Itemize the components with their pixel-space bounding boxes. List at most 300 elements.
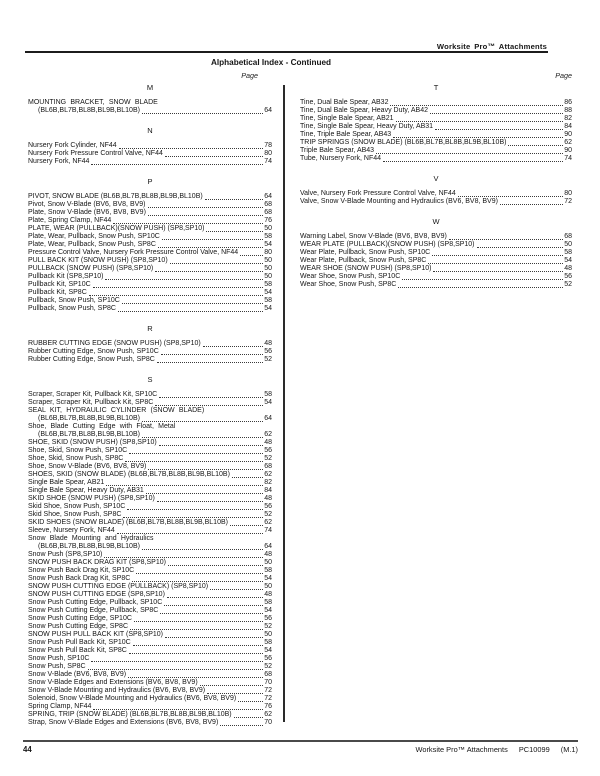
entry-text: (BL6B,BL7B,BL8B,BL9B,BL10B) <box>38 431 140 438</box>
entry-text: Wear Plate, Pullback, Snow Push, SP10C <box>300 249 431 256</box>
entry-page-number: 54 <box>264 647 272 654</box>
index-entry <box>28 447 272 455</box>
entry-text: Sleeve, Nursery Fork, NF44 <box>28 527 115 534</box>
entry-text: Tine, Triple Bale Spear, AB43 <box>300 131 392 138</box>
entry-text: Shoe, Blade Cutting Edge with Float, Metal <box>28 423 176 430</box>
index-entry <box>28 679 272 687</box>
dot-leader <box>89 295 263 296</box>
index-entry <box>28 559 272 567</box>
dot-leader <box>142 549 263 550</box>
index-entry <box>300 123 572 131</box>
dot-leader <box>232 477 263 478</box>
index-entry <box>300 155 572 163</box>
entry-page-number: 54 <box>264 607 272 614</box>
entry-text: Pressure Control Valve, Nursery Fork Pressure Control Valve, NF44 <box>28 249 239 256</box>
entry-page-number: 80 <box>564 190 572 197</box>
index-entry <box>28 201 272 209</box>
entry-text: PULL BACK KIT (SNOW PUSH) (SP8,SP10) <box>28 257 168 264</box>
index-entry <box>28 340 272 348</box>
entry-text: Wear Shoe, Snow Push, SP10C <box>300 273 401 280</box>
dot-leader <box>398 287 563 288</box>
column-divider <box>283 85 285 722</box>
entry-text: Solenoid, Snow V-Blade Mounting and Hydraulics (BV6, BV8, BV9) <box>28 695 237 702</box>
index-entry <box>28 655 272 663</box>
entry-page-number: 62 <box>264 519 272 526</box>
entry-text: Snow Push Back Drag Kit, SP8C <box>28 575 131 582</box>
entry-text: Plate, Wear, Pullback, Snow Push, SP10C <box>28 233 160 240</box>
entry-text: Snow Push Cutting Edge, Pullback, SP8C <box>28 607 159 614</box>
index-entry <box>28 407 272 415</box>
dot-leader <box>383 161 563 162</box>
entry-page-number: 74 <box>264 158 272 165</box>
dot-leader <box>390 105 563 106</box>
entry-page-number: 54 <box>264 241 272 248</box>
entry-text: Pullback Kit, SP8C <box>28 289 87 296</box>
dot-leader <box>148 207 264 208</box>
entry-page-number: 62 <box>264 711 272 718</box>
entry-page-number: 50 <box>264 631 272 638</box>
dot-leader <box>104 557 263 558</box>
dot-leader <box>157 501 263 502</box>
entry-page-number: 52 <box>264 356 272 363</box>
entry-text: Pullback, Snow Push, SP10C <box>28 297 120 304</box>
entry-page-number: 52 <box>564 281 572 288</box>
index-entry <box>28 695 272 703</box>
entry-text: Shoe, Skid, Snow Push, SP8C <box>28 455 124 462</box>
index-entry <box>28 225 272 233</box>
dot-leader <box>238 701 263 702</box>
section-letter: R <box>147 324 153 333</box>
footer <box>23 745 578 754</box>
dot-leader <box>130 629 263 630</box>
dot-leader <box>132 581 263 582</box>
entry-page-number: 74 <box>264 527 272 534</box>
index-entry <box>28 281 272 289</box>
dot-leader <box>220 725 263 726</box>
index-entry <box>28 142 272 150</box>
entry-text: Snow Push Back Drag Kit, SP10C <box>28 567 135 574</box>
entry-page-number: 54 <box>564 257 572 264</box>
index-entry <box>300 139 572 147</box>
entry-page-number: 90 <box>564 147 572 154</box>
dot-leader <box>167 597 263 598</box>
entry-page-number: 68 <box>264 201 272 208</box>
section-letter: M <box>146 83 154 92</box>
index-entry <box>28 599 272 607</box>
index-entry <box>28 535 272 543</box>
dot-leader <box>433 271 563 272</box>
index-entry <box>28 543 272 551</box>
entry-page-number: 72 <box>264 687 272 694</box>
dot-leader <box>430 113 563 114</box>
entry-page-number: 70 <box>264 679 272 686</box>
dot-leader <box>148 469 263 470</box>
dot-leader <box>161 354 263 355</box>
dot-leader <box>168 565 263 566</box>
entry-text: PULLBACK (SNOW PUSH) (SP8,SP10) <box>28 265 154 272</box>
dot-leader <box>136 573 263 574</box>
index-entry <box>28 415 272 423</box>
entry-text: MOUNTING BRACKET, SNOW BLADE <box>28 99 158 106</box>
footer-doc-info <box>407 745 578 754</box>
entry-text: SNOW PUSH CUTTING EDGE (PULLBACK) (SP8,SP10) <box>28 583 209 590</box>
entry-text: Valve, Snow V-Blade Mounting and Hydraulics (BV6, BV8, BV9) <box>300 198 498 205</box>
dot-leader <box>106 485 263 486</box>
entry-text: Pullback Kit, SP10C <box>28 281 91 288</box>
entry-page-number: 48 <box>264 495 272 502</box>
dot-leader <box>119 148 264 149</box>
index-entry <box>28 551 272 559</box>
entry-page-number: 82 <box>564 115 572 122</box>
dot-leader <box>155 271 263 272</box>
index-entry <box>28 479 272 487</box>
index-entry <box>300 198 572 206</box>
entry-text: Skid Shoe, Snow Push, SP8C <box>28 511 122 518</box>
index-entry <box>28 193 272 201</box>
index-entry <box>28 273 272 281</box>
index-entry <box>28 519 272 527</box>
dot-leader <box>146 493 263 494</box>
index-entry <box>300 281 572 289</box>
index-entry <box>28 583 272 591</box>
dot-leader <box>155 405 263 406</box>
dot-leader <box>133 645 263 646</box>
entry-text: Pullback Kit (SP8,SP10) <box>28 273 104 280</box>
entry-text: Tine, Single Bale Spear, AB21 <box>300 115 394 122</box>
section-letter: V <box>433 174 439 183</box>
entry-text: Wear Shoe, Snow Push, SP8C <box>300 281 397 288</box>
entry-text: (BL6B,BL7B,BL8B,BL9B,BL10B) <box>38 107 140 114</box>
index-entry <box>28 719 272 727</box>
entry-text: Snow Push Pull Back Kit, SP10C <box>28 639 131 646</box>
index-entry <box>28 703 272 711</box>
dot-leader <box>157 362 263 363</box>
entry-text: Nursery Fork, NF44 <box>28 158 90 165</box>
entry-text: RUBBER CUTTING EDGE (SNOW PUSH) (SP8,SP10) <box>28 340 201 347</box>
index-entry <box>300 265 572 273</box>
entry-page-number: 62 <box>264 471 272 478</box>
dot-leader <box>159 445 263 446</box>
index-entry <box>28 217 272 225</box>
dot-leader <box>207 693 263 694</box>
entry-page-number: 50 <box>264 559 272 566</box>
section-letter: N <box>147 126 153 135</box>
entry-text: Snow V-Blade Edges and Extensions (BV6, BV8, BV9) <box>28 679 198 686</box>
dot-leader <box>393 137 563 138</box>
index-entry <box>300 147 572 155</box>
dot-leader <box>118 311 263 312</box>
dot-leader <box>142 113 263 114</box>
entry-text: SNOW PUSH PULL BACK KIT (SP8,SP10) <box>28 631 163 638</box>
entry-page-number: 48 <box>264 591 272 598</box>
entry-page-number: 58 <box>264 567 272 574</box>
index-entry <box>28 463 272 471</box>
entry-page-number: 56 <box>264 615 272 622</box>
index-entry <box>28 297 272 305</box>
section-letter: T <box>433 83 439 92</box>
entry-text: Tube, Nursery Fork, NF44 <box>300 155 382 162</box>
dot-leader <box>129 653 263 654</box>
dot-leader <box>129 453 263 454</box>
dot-leader <box>125 461 263 462</box>
index-entry <box>28 647 272 655</box>
dot-leader <box>205 199 264 200</box>
entry-text: Triple Bale Spear, AB43 <box>300 147 375 154</box>
entry-page-number: 80 <box>264 150 272 157</box>
dot-leader <box>396 121 564 122</box>
footer-revision: (M.1) <box>560 745 578 754</box>
index-entry <box>28 615 272 623</box>
index-column-left <box>28 84 272 727</box>
dot-leader <box>113 223 263 224</box>
entry-text: Snow Push, SP8C <box>28 663 86 670</box>
index-entry <box>28 233 272 241</box>
dot-leader <box>142 421 263 422</box>
index-entry <box>28 257 272 265</box>
dot-leader <box>93 287 264 288</box>
entry-text: Nursery Fork Cylinder, NF44 <box>28 142 117 149</box>
dot-leader <box>428 263 563 264</box>
entry-text: PIVOT, SNOW BLADE (BL6B,BL7B,BL8B,BL9B,BL10B) <box>28 193 203 200</box>
index-entry <box>28 99 272 107</box>
entry-page-number: 64 <box>264 415 272 422</box>
dot-leader <box>117 533 263 534</box>
dot-leader <box>200 685 264 686</box>
dot-leader <box>376 153 563 154</box>
entry-page-number: 64 <box>264 107 272 114</box>
entry-page-number: 88 <box>564 107 572 114</box>
index-entry <box>28 399 272 407</box>
index-column-right <box>300 84 572 289</box>
entry-text: SEAL KIT, HYDRAULIC CYLINDER (SNOW BLADE) <box>28 407 205 414</box>
entry-page-number: 52 <box>264 511 272 518</box>
entry-text: Rubber Cutting Edge, Snow Push, SP8C <box>28 356 155 363</box>
entry-text: PLATE, WEAR (PULLBACK)(SNOW PUSH) (SP8,SP10) <box>28 225 205 232</box>
dot-leader <box>91 164 263 165</box>
entry-page-number: 58 <box>264 281 272 288</box>
entry-text: Pullback, Snow Push, SP8C <box>28 305 116 312</box>
header-brand: Worksite Pro™ Attachments <box>436 42 547 51</box>
entry-page-number: 56 <box>264 447 272 454</box>
entry-page-number: 64 <box>264 543 272 550</box>
entry-page-number: 52 <box>264 455 272 462</box>
index-entry <box>28 607 272 615</box>
index-entry <box>28 639 272 647</box>
footer-rule <box>23 740 578 742</box>
entry-page-number: 62 <box>564 139 572 146</box>
entry-text: Single Bale Spear, Heavy Duty, AB31 <box>28 487 144 494</box>
entry-page-number: 58 <box>564 249 572 256</box>
entry-page-number: 50 <box>264 273 272 280</box>
index-entry <box>28 265 272 273</box>
dot-leader <box>206 231 263 232</box>
entry-text: Tine, Dual Bale Spear, Heavy Duty, AB42 <box>300 107 429 114</box>
index-entry <box>28 527 272 535</box>
entry-page-number: 90 <box>564 131 572 138</box>
entry-text: SHOE, SKID (SNOW PUSH) (SP8,SP10) <box>28 439 157 446</box>
entry-page-number: 78 <box>264 142 272 149</box>
entry-text: (BL6B,BL7B,BL8B,BL9B,BL10B) <box>38 415 140 422</box>
dot-leader <box>148 215 263 216</box>
entry-page-number: 54 <box>264 399 272 406</box>
entry-text: Skid Shoe, Snow Push, SP10C <box>28 503 126 510</box>
entry-page-number: 58 <box>264 297 272 304</box>
dot-leader <box>210 589 263 590</box>
index-entry <box>28 439 272 447</box>
dot-leader <box>162 239 263 240</box>
entry-page-number: 50 <box>264 583 272 590</box>
entry-text: Shoe, Skid, Snow Push, SP10C <box>28 447 128 454</box>
index-entry <box>28 503 272 511</box>
dot-leader <box>432 255 563 256</box>
entry-text: Plate, Spring Clamp, NF44 <box>28 217 112 224</box>
dot-leader <box>477 247 564 248</box>
index-entry <box>28 671 272 679</box>
entry-page-number: 50 <box>264 225 272 232</box>
page-title: Alphabetical Index - Continued <box>210 58 332 67</box>
entry-text: Snow Push Pull Back Kit, SP8C <box>28 647 127 654</box>
dot-leader <box>164 605 263 606</box>
entry-page-number: 58 <box>264 391 272 398</box>
entry-page-number: 48 <box>264 340 272 347</box>
footer-page-number: 44 <box>23 745 32 754</box>
index-entry <box>300 273 572 281</box>
header-rule <box>25 51 548 53</box>
dot-leader <box>127 509 263 510</box>
entry-text: Plate, Wear, Pullback, Snow Push, SP8C <box>28 241 156 248</box>
entry-text: Snow Blade Mounting and Hydraulics <box>28 535 154 542</box>
index-entry <box>28 423 272 431</box>
entry-text: Shoe, Snow V-Blade (BV6, BV8, BV9) <box>28 463 147 470</box>
section-letter: S <box>147 375 153 384</box>
entry-page-number: 84 <box>564 123 572 130</box>
dot-leader <box>500 204 563 205</box>
entry-text: SNOW PUSH CUTTING EDGE (SP8,SP10) <box>28 591 165 598</box>
entry-page-number: 58 <box>264 599 272 606</box>
entry-page-number: 48 <box>264 439 272 446</box>
entry-text: Snow V-Blade (BV6, BV8, BV9) <box>28 671 127 678</box>
entry-text: SPRING, TRIP (SNOW BLADE) (BL6B,BL7B,BL8B,BL9B,BL10B) <box>28 711 232 718</box>
entry-text: Scraper, Scraper Kit, Pullback Kit, SP8C <box>28 399 154 406</box>
entry-page-number: 72 <box>564 198 572 205</box>
entry-page-number: 76 <box>264 217 272 224</box>
entry-page-number: 48 <box>264 551 272 558</box>
dot-leader <box>203 346 264 347</box>
index-entry <box>28 487 272 495</box>
index-entry <box>300 190 572 198</box>
entry-text: Pivot, Snow V-Blade (BV6, BV8, BV9) <box>28 201 146 208</box>
entry-text: Snow Push Cutting Edge, SP10C <box>28 615 132 622</box>
entry-page-number: 76 <box>264 703 272 710</box>
entry-page-number: 56 <box>264 655 272 662</box>
entry-page-number: 68 <box>264 463 272 470</box>
index-entry <box>300 115 572 123</box>
entry-text: Rubber Cutting Edge, Snow Push, SP10C <box>28 348 159 355</box>
index-entry <box>28 623 272 631</box>
entry-page-number: 50 <box>264 257 272 264</box>
entry-text: Snow Push, SP10C <box>28 655 90 662</box>
entry-page-number: 82 <box>264 479 272 486</box>
entry-text: SKID SHOES (SNOW BLADE) (BL6B,BL7B,BL8B,BL9B,BL10B) <box>28 519 228 526</box>
index-entry <box>300 233 572 241</box>
index-entry <box>28 567 272 575</box>
entry-page-number: 54 <box>264 575 272 582</box>
index-entry <box>28 209 272 217</box>
index-entry <box>28 391 272 399</box>
dot-leader <box>240 255 263 256</box>
dot-leader <box>123 517 263 518</box>
entry-page-number: 64 <box>264 193 272 200</box>
entry-text: Valve, Nursery Fork Pressure Control Valve, NF44 <box>300 190 456 197</box>
page-column-label-right: Page <box>555 71 572 80</box>
footer-brand: Worksite Pro™ Attachments <box>415 745 508 754</box>
section-letter: P <box>147 177 153 186</box>
entry-text: WEAR SHOE (SNOW PUSH) (SP8,SP10) <box>300 265 432 272</box>
entry-page-number: 52 <box>264 623 272 630</box>
index-entry <box>28 289 272 297</box>
entry-text: Snow Push Cutting Edge, Pullback, SP10C <box>28 599 163 606</box>
entry-text: Tine, Single Bale Spear, Heavy Duty, AB31 <box>300 123 434 130</box>
index-entry <box>28 711 272 719</box>
index-entry <box>300 257 572 265</box>
index-entry <box>28 455 272 463</box>
index-entry <box>28 158 272 166</box>
index-entry <box>28 150 272 158</box>
index-entry <box>28 495 272 503</box>
entry-page-number: 52 <box>264 663 272 670</box>
dot-leader <box>458 196 563 197</box>
dot-leader <box>165 156 263 157</box>
index-entry <box>28 348 272 356</box>
entry-text: Single Bale Spear, AB21 <box>28 479 105 486</box>
entry-page-number: 74 <box>564 155 572 162</box>
index-entry <box>28 687 272 695</box>
dot-leader <box>508 145 563 146</box>
dot-leader <box>159 397 263 398</box>
entry-text: Warning Label, Snow V-Blade (BV6, BV8, BV9) <box>300 233 447 240</box>
entry-text: TRIP SPRINGS (SNOW BLADE) (BL6B,BL7B,BL8B,BL9B,BL10B) <box>300 139 507 146</box>
dot-leader <box>122 303 263 304</box>
footer-doc-code: PC10099 <box>518 745 550 754</box>
page-column-label-left: Page <box>241 71 258 80</box>
entry-text: WEAR PLATE (PULLBACK)(SNOW PUSH) (SP8,SP10) <box>300 241 475 248</box>
dot-leader <box>105 279 263 280</box>
entry-text: SKID SHOE (SNOW PUSH) (SP8,SP10) <box>28 495 155 502</box>
dot-leader <box>134 621 263 622</box>
dot-leader <box>160 613 263 614</box>
entry-page-number: 68 <box>264 671 272 678</box>
entry-text: Tine, Dual Bale Spear, AB32 <box>300 99 389 106</box>
index-entry <box>28 591 272 599</box>
entry-page-number: 58 <box>264 233 272 240</box>
entry-page-number: 56 <box>564 273 572 280</box>
index-entry <box>28 305 272 313</box>
dot-leader <box>435 129 563 130</box>
entry-text: SHOES, SKID (SNOW BLADE) (BL6B,BL7B,BL8B,BL9B,BL10B) <box>28 471 230 478</box>
dot-leader <box>142 437 263 438</box>
index-entry <box>300 99 572 107</box>
dot-leader <box>234 717 264 718</box>
dot-leader <box>449 239 563 240</box>
index-entry <box>300 241 572 249</box>
index-entry <box>300 107 572 115</box>
entry-text: Spring Clamp, NF44 <box>28 703 92 710</box>
dot-leader <box>88 669 264 670</box>
entry-page-number: 56 <box>264 503 272 510</box>
dot-leader <box>128 677 263 678</box>
entry-text: Nursery Fork Pressure Control Valve, NF44 <box>28 150 163 157</box>
entry-page-number: 50 <box>264 265 272 272</box>
